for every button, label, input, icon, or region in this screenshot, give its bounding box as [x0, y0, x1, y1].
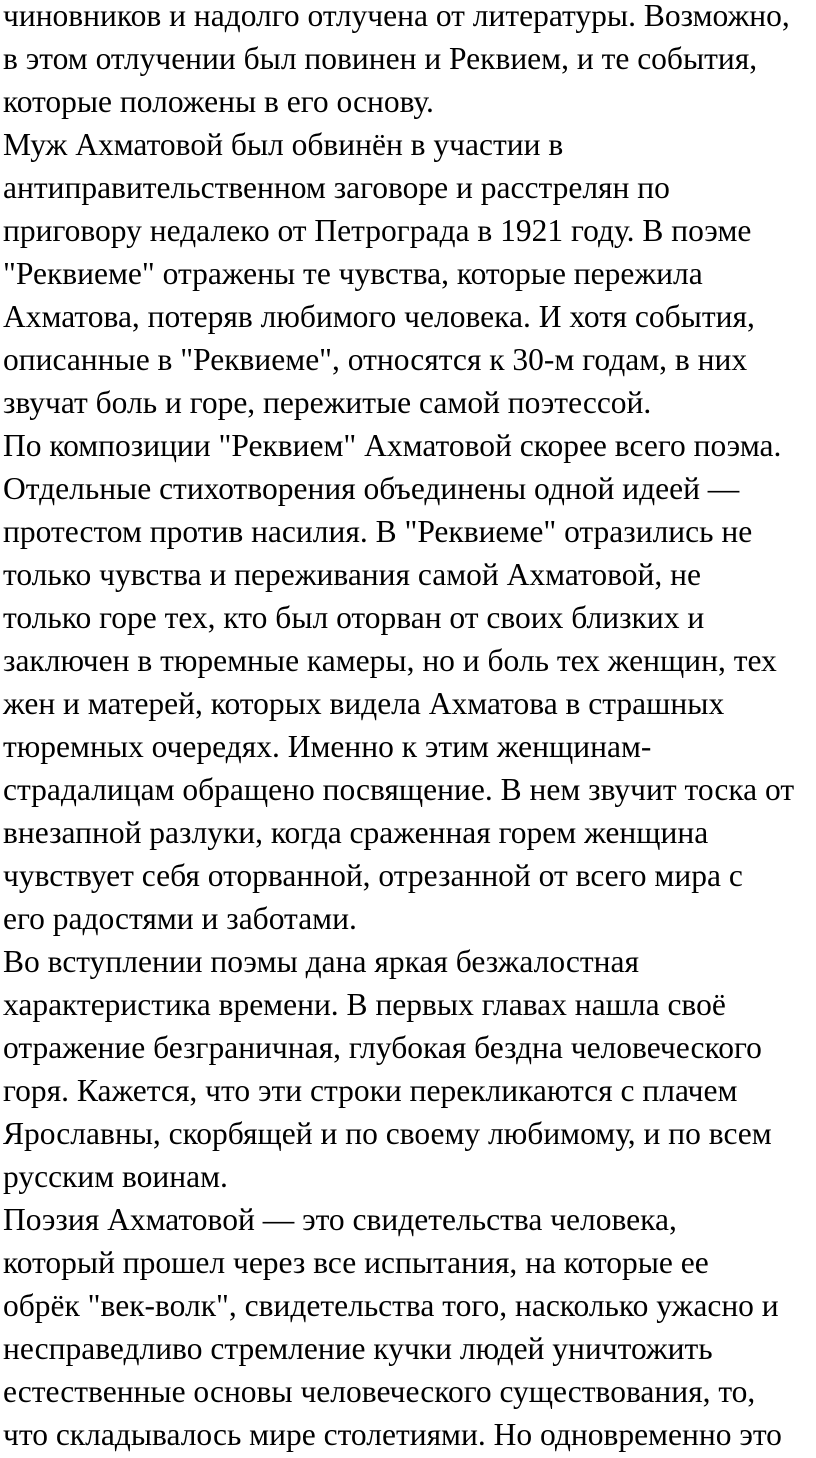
text-line: которые положены в его основу. [3, 84, 434, 119]
text-line: в этом отлучении был повинен и Реквием, и те события, [3, 41, 758, 76]
text-line: только чувства и переживания самой Ахматовой, не [3, 557, 701, 592]
text-line: тюремных очередях. Именно к этим женщинам- [3, 729, 652, 764]
text-line: обрёк "век-волк", свидетельства того, насколько ужасно и [3, 1288, 779, 1323]
text-line: приговору недалеко от Петрограда в 1921 году. В поэме [3, 213, 752, 248]
text-line: Поэзия Ахматовой — это свидетельства человека, [3, 1202, 677, 1237]
text-line: По композиции "Реквием" Ахматовой скорее всего поэма. [3, 428, 782, 463]
text-line: который прошел через все испытания, на которые ее [3, 1245, 709, 1280]
text-line: страдалицам обращено посвящение. В нем звучит тоска от [3, 772, 795, 807]
text-line: внезапной разлуки, когда сраженная горем женщина [3, 815, 709, 850]
text-line: Ахматова, потеряв любимого человека. И хотя события, [3, 299, 755, 334]
text-line: чиновников и надолго отлучена от литературы. Возможно, [3, 0, 790, 33]
text-line: отражение безграничная, глубокая бездна человеческого [3, 1030, 762, 1065]
text-line: Муж Ахматовой был обвинён в участии в [3, 127, 564, 162]
text-line: протестом против насилия. В "Реквиеме" отразились не [3, 514, 753, 549]
text-line: Отдельные стихотворения объединены одной идеей — [3, 471, 740, 506]
text-line: Ярославны, скорбящей и по своему любимому, и по всем [3, 1116, 772, 1151]
text-line: жен и матерей, которых видела Ахматова в страшных [3, 686, 725, 721]
text-line: антиправительственном заговоре и расстрелян по [3, 170, 670, 205]
text-line: Во вступлении поэмы дана яркая безжалостная [3, 944, 639, 979]
text-line: заключен в тюремные камеры, но и боль тех женщин, тех [3, 643, 777, 678]
text-line: характеристика времени. В первых главах нашла своё [3, 987, 726, 1022]
text-line: его радостями и заботами. [3, 901, 357, 936]
text-line: описанные в "Реквиеме", относятся к 30-м годам, в них [3, 342, 748, 377]
text-line: звучат боль и горе, пережитые самой поэтессой. [3, 385, 652, 420]
text-line: горя. Кажется, что эти строки перекликаются с плачем [3, 1073, 738, 1108]
text-line: чувствует себя оторванной, отрезанной от всего мира с [3, 858, 743, 893]
text-line: естественные основы человеческого существования, то, [3, 1374, 756, 1409]
text-line: русским воинам. [3, 1159, 228, 1194]
document-page [3, 0, 813, 1456]
text-line: что складывалось мире столетиями. Но одновременно это [3, 1417, 782, 1452]
text-line: несправедливо стремление кучки людей уничтожить [3, 1331, 713, 1366]
text-line: только горе тех, кто был оторван от своих близких и [3, 600, 705, 635]
text-line: "Реквиеме" отражены те чувства, которые пережила [3, 256, 703, 291]
